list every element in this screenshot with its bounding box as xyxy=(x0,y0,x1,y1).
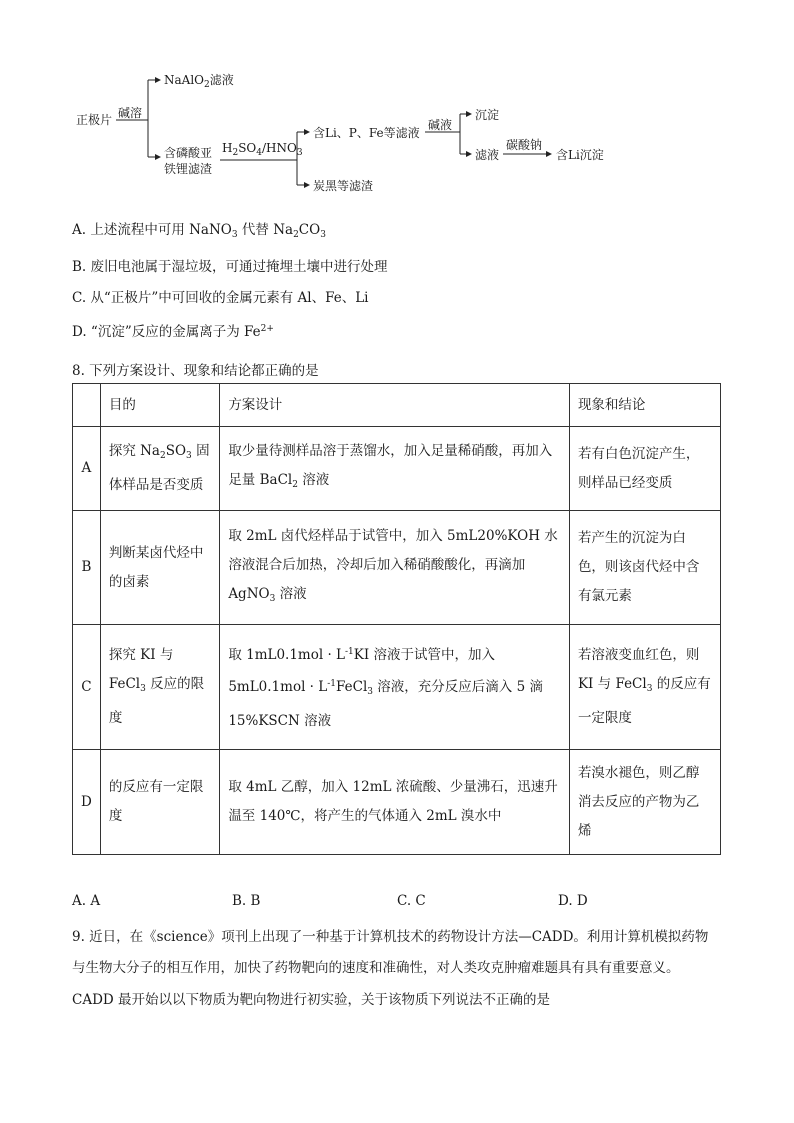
flow-sodium-carbonate: 碳酸钠 xyxy=(506,138,543,152)
row-label: D xyxy=(73,750,101,855)
row-purpose: 的反应有一定限 度 xyxy=(100,750,219,855)
q9-line-2: 与生物大分子的相互作用，加快了药物靶向的速度和准确性，对人类攻克肿瘤难题具有具有重要意义。 xyxy=(72,960,680,976)
row-design: 取 4mL 乙醇，加入 12mL 浓硫酸、少量沸石，迅速升 温至 140℃，将产生的气体通入 2mL 溴水中 xyxy=(220,750,570,855)
option-a: A. 上述流程中可用 NaNO$_3$ 代替 $Na_2CO_3$ xyxy=(72,222,326,240)
choice-d: D. D xyxy=(558,893,588,909)
row-label: B xyxy=(73,511,101,625)
q9-line-3: CADD 最开始以以下物质为靶向物进行初实验，关于该物质下列说法不正确的是 xyxy=(72,992,551,1008)
row-purpose: 探究 KI 与 FeCl$_3$ 反应的限 度 xyxy=(100,625,219,750)
option-b: B. 废旧电池属于湿垃圾，可通过掩埋土壤中进行处理 xyxy=(72,259,388,275)
row-label: C xyxy=(73,625,101,750)
header-design: 方案设计 xyxy=(220,384,570,427)
header-blank xyxy=(73,384,101,427)
flow-residue-l2: 铁锂滤渣 xyxy=(164,162,213,176)
row-design: 取 $1mL0.1mol \cdot L^{-1}KI$ 溶液于试管中，加入 $5mL0.1mol \cdot L^{-1}FeCl_3$ 溶液，充分反应后滴入 5 滴 15%KSCN 溶液 xyxy=(220,625,570,750)
flow-precipitate: 沉淀 xyxy=(475,108,500,122)
choice-b: B. B xyxy=(232,893,261,909)
table-row-d xyxy=(73,750,721,855)
row-purpose: 判断某卤代烃中 的卤素 xyxy=(100,511,219,625)
flow-alkali: 碱液 xyxy=(428,118,453,132)
row-result: 若溶液变血红色，则 KI 与 FeCl$_3$ 的反应有 一定限度 xyxy=(569,625,720,750)
table-header-row xyxy=(73,384,721,427)
flow-li-precipitate: 含Li沉淀 xyxy=(556,148,604,162)
flow-start: 正极片 xyxy=(76,113,113,127)
flow-residue-l1: 含磷酸亚 xyxy=(164,146,213,160)
row-purpose: 探究 $Na_2SO_3$ 固 体样品是否变质 xyxy=(100,427,219,511)
table-row-c xyxy=(73,625,721,750)
q8-table xyxy=(72,383,721,855)
choice-a: A. A xyxy=(72,893,101,909)
table-row-b xyxy=(73,511,721,625)
flow-filtrate: 滤液 xyxy=(475,148,500,162)
q9-line-1: 9. 近日，在《science》项刊上出现了一种基于计算机技术的药物设计方法—CADD。利用计算机模拟药物 xyxy=(72,929,709,945)
flow-naalo2-filtrate: NaAlO$_2$滤液 xyxy=(164,73,234,90)
row-result: 若产生的沉淀为白 色，则该卤代烃中含 有氯元素 xyxy=(569,511,720,625)
flowchart-arrows xyxy=(0,0,794,200)
table-row-a xyxy=(73,427,721,511)
header-result: 现象和结论 xyxy=(569,384,720,427)
flow-filtrate-li: 含Li、P、Fe等滤液 xyxy=(313,126,420,140)
row-label: A xyxy=(73,427,101,511)
option-d: D. “沉淀”反应的金属离子为 $Fe^{2+}$ xyxy=(72,324,274,340)
option-c: C. 从“正极片”中可回收的金属元素有 Al、Fe、Li xyxy=(72,290,369,306)
row-result: 若有白色沉淀产生， 则样品已经变质 xyxy=(569,427,720,511)
row-design: 取 2mL 卤代烃样品于试管中，加入 5mL20%KOH 水 溶液混合后加热，冷却后加入稀硝酸酸化，再滴加 AgNO$_3$ 溶液 xyxy=(220,511,570,625)
flow-acid: $H_2SO_4/HNO_3$ xyxy=(222,141,303,158)
q8-stem: 8. 下列方案设计、现象和结论都正确的是 xyxy=(72,363,319,379)
flow-carbon-residue: 炭黑等滤渣 xyxy=(313,179,374,193)
row-result: 若溴水褪色，则乙醇 消去反应的产物为乙 烯 xyxy=(569,750,720,855)
header-purpose: 目的 xyxy=(100,384,219,427)
choice-c: C. C xyxy=(397,893,426,909)
flow-step-alkali-dissolve: 碱溶 xyxy=(118,106,143,120)
row-design: 取少量待测样品溶于蒸馏水，加入足量稀硝酸，再加入 足量 BaCl$_2$ 溶液 xyxy=(220,427,570,511)
